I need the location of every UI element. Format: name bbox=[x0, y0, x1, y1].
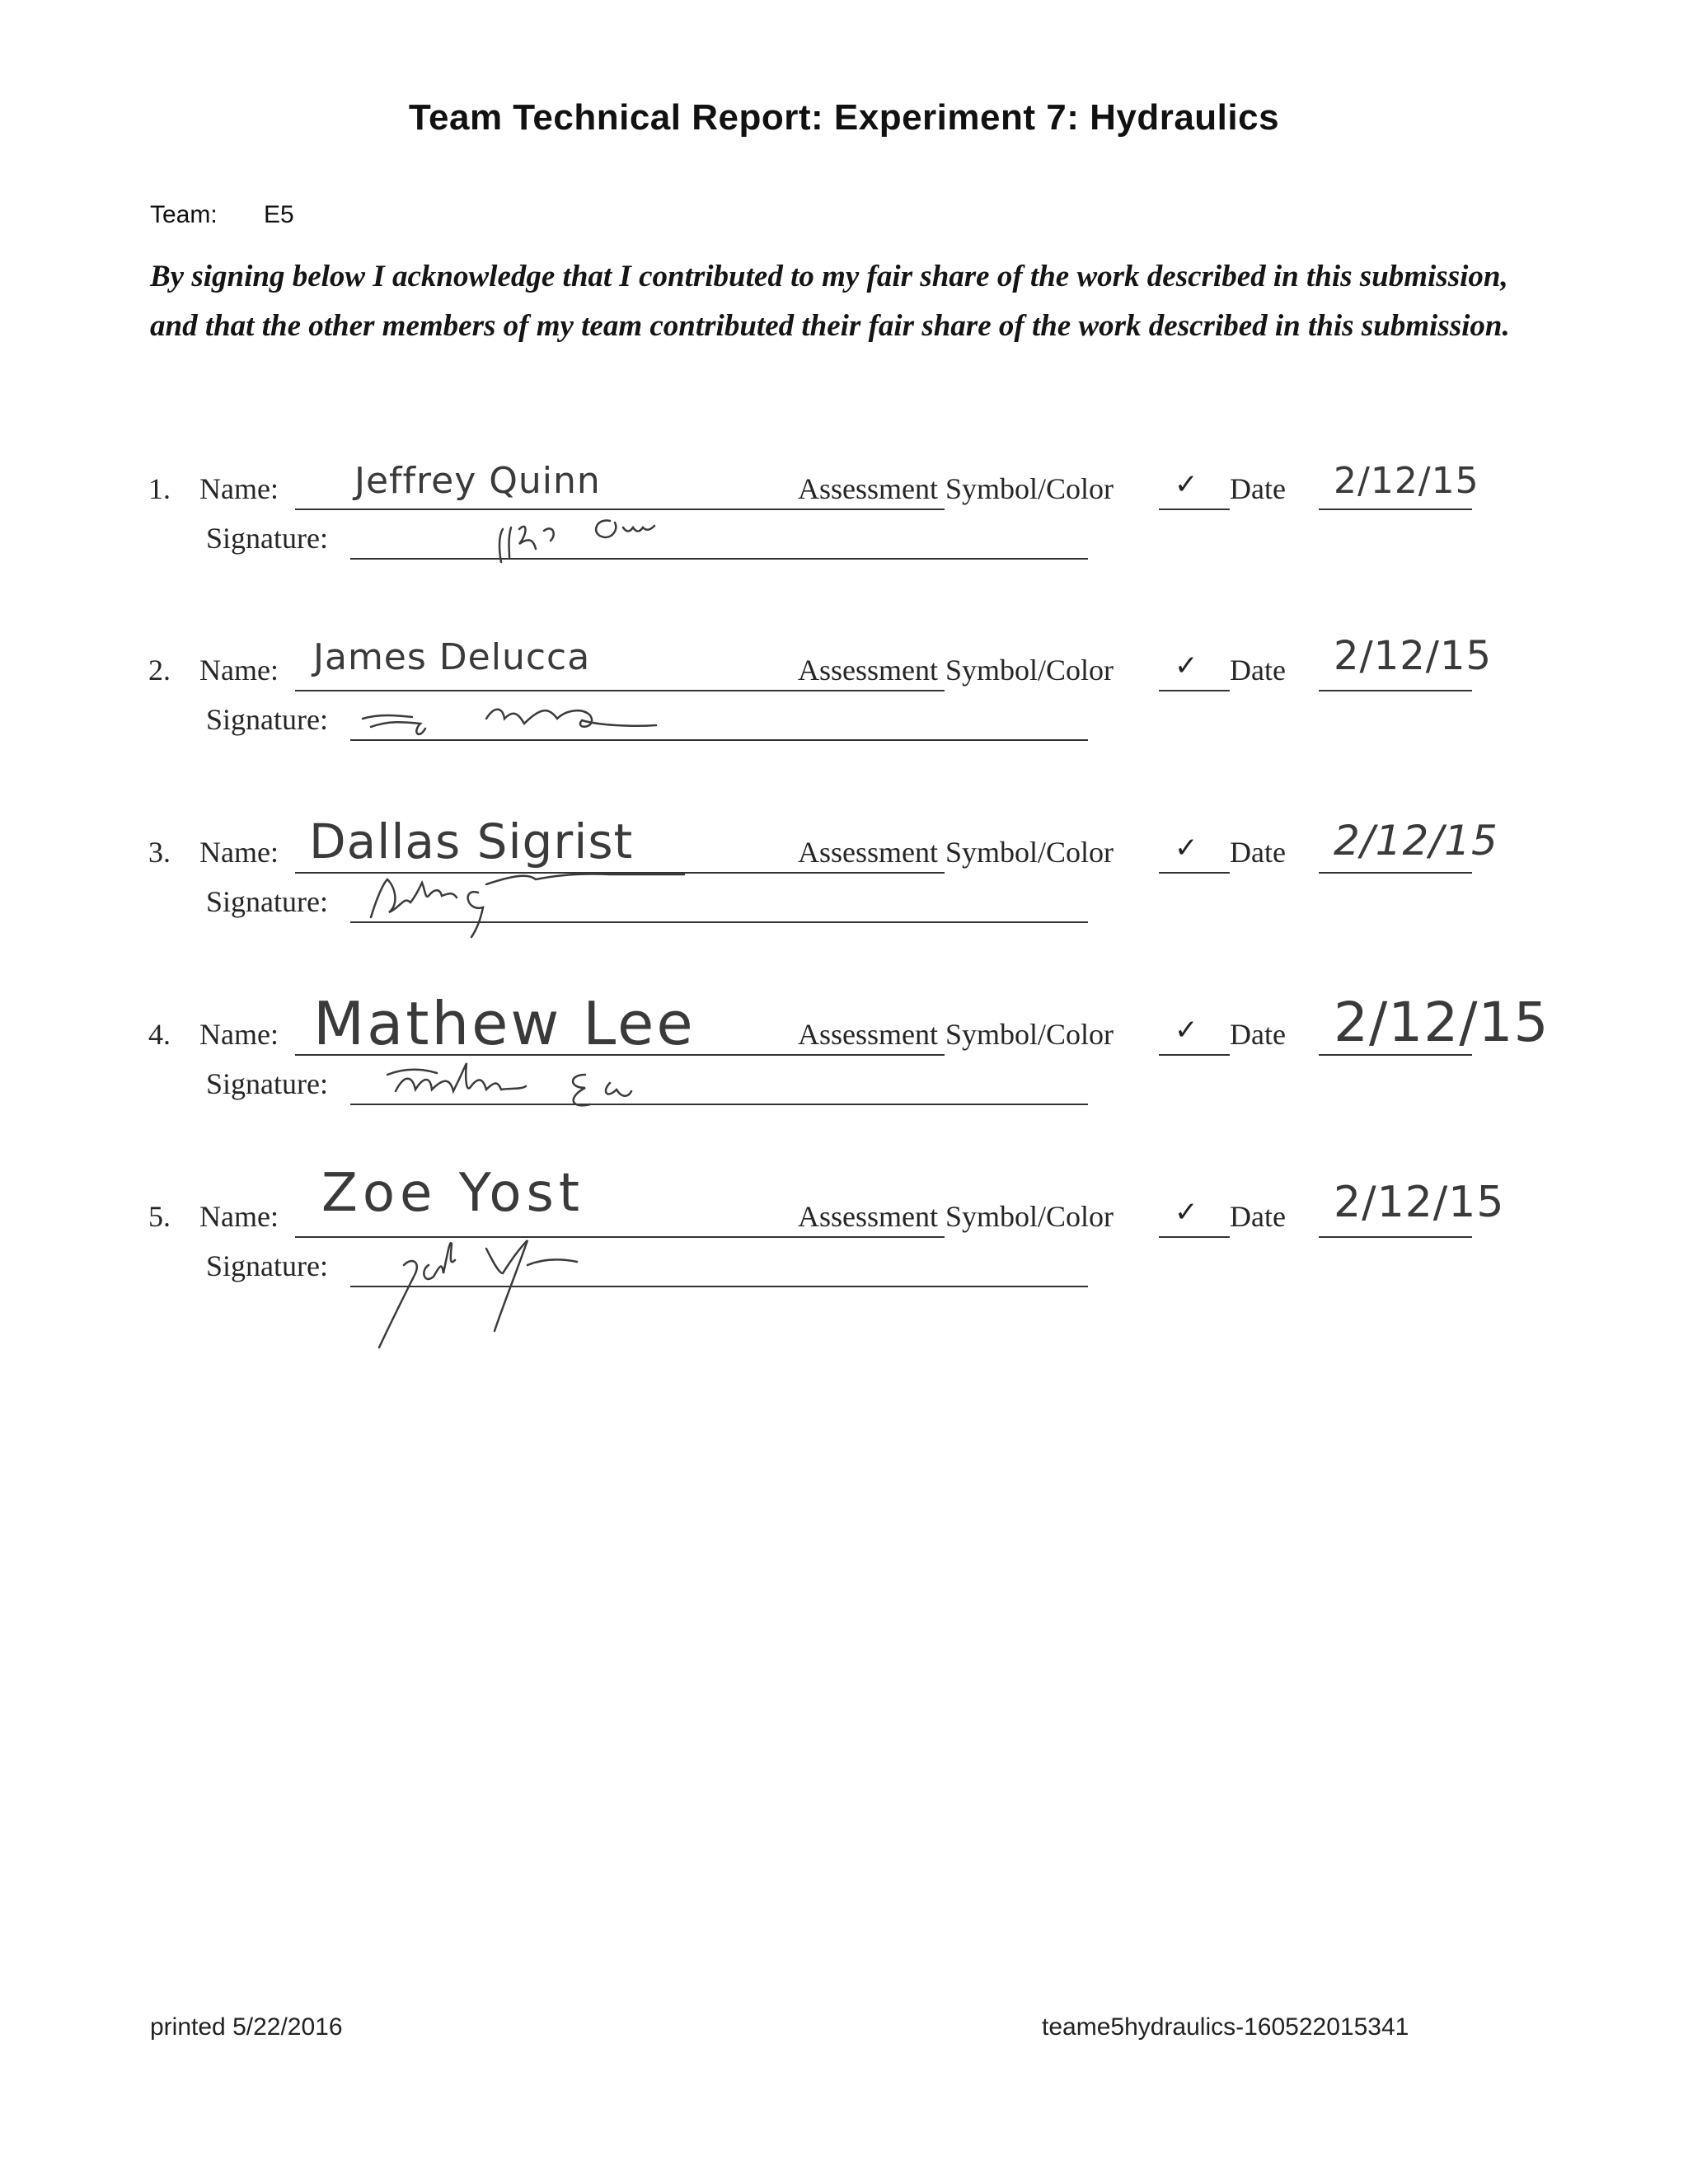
signature-entry bbox=[148, 813, 1500, 967]
signature-label: Signature: bbox=[206, 885, 328, 918]
check-mark-icon: ✓ bbox=[1175, 832, 1198, 865]
signature-entry bbox=[148, 1163, 1505, 1331]
assessment-line bbox=[1159, 509, 1230, 510]
date-label: Date bbox=[1230, 836, 1286, 869]
handwritten-name: Mathew Lee bbox=[313, 989, 696, 1058]
signature-label: Signature: bbox=[206, 1249, 328, 1282]
signature-scribble bbox=[363, 686, 857, 752]
date-label: Date bbox=[1230, 1018, 1286, 1051]
entry-number: 1. bbox=[148, 472, 171, 505]
name-label: Name: bbox=[199, 836, 279, 869]
team-value: E5 bbox=[264, 201, 294, 228]
assessment-label: Assessment Symbol/Color bbox=[798, 654, 1114, 687]
handwritten-date: 2/12/15 bbox=[1334, 633, 1493, 679]
handwritten-date: 2/12/15 bbox=[1334, 817, 1498, 865]
document-id: teame5hydraulics-160522015341 bbox=[1042, 2013, 1409, 2041]
date-label: Date bbox=[1230, 472, 1286, 505]
name-label: Name: bbox=[199, 654, 279, 687]
check-mark-icon: ✓ bbox=[1175, 468, 1198, 501]
entry-number: 5. bbox=[148, 1200, 171, 1233]
signature-scribble bbox=[363, 868, 874, 934]
assessment-label: Assessment Symbol/Color bbox=[798, 836, 1114, 869]
date-line bbox=[1319, 509, 1472, 510]
signature-label: Signature: bbox=[206, 522, 328, 555]
handwritten-date: 2/12/15 bbox=[1334, 460, 1479, 502]
name-label: Name: bbox=[199, 1200, 279, 1233]
date-line bbox=[1319, 1054, 1472, 1056]
entry-number: 3. bbox=[148, 836, 171, 869]
entry-number: 4. bbox=[148, 1018, 171, 1051]
entry-number: 2. bbox=[148, 654, 171, 687]
team-row bbox=[150, 201, 294, 229]
assessment-line bbox=[1159, 872, 1230, 874]
date-line bbox=[1319, 690, 1472, 691]
assessment-line bbox=[1159, 1054, 1230, 1056]
document-title: Team Technical Report: Experiment 7: Hydraulics bbox=[408, 97, 1280, 138]
team-label: Team: bbox=[150, 201, 218, 228]
signature-label: Signature: bbox=[206, 1067, 328, 1100]
signature-entry bbox=[148, 460, 1500, 603]
signature-scribble bbox=[363, 1050, 808, 1124]
date-label: Date bbox=[1230, 654, 1286, 687]
date-line bbox=[1319, 872, 1472, 874]
handwritten-date: 2/12/15 bbox=[1334, 1178, 1505, 1227]
signature-entry bbox=[148, 989, 1550, 1149]
handwritten-name: Zoe Yost bbox=[321, 1163, 584, 1224]
date-label: Date bbox=[1230, 1200, 1286, 1233]
signature-scribble bbox=[363, 504, 659, 570]
signature-entry bbox=[148, 633, 1500, 785]
handwritten-date: 2/12/15 bbox=[1334, 991, 1550, 1054]
handwritten-name: Jeffrey Quinn bbox=[354, 460, 601, 502]
assessment-label: Assessment Symbol/Color bbox=[798, 1018, 1114, 1051]
check-mark-icon: ✓ bbox=[1175, 1014, 1198, 1047]
date-line bbox=[1319, 1236, 1472, 1238]
assessment-label: Assessment Symbol/Color bbox=[798, 472, 1114, 505]
acknowledgement-statement: By signing below I acknowledge that I contributed to my fair share of the work described in this submission, and that the other members of my team contributed their fair share of the work described in this submission. bbox=[150, 260, 1510, 343]
check-mark-icon: ✓ bbox=[1175, 1196, 1198, 1229]
name-label: Name: bbox=[199, 1018, 279, 1051]
handwritten-name: Dallas Sigrist bbox=[309, 813, 634, 869]
check-mark-icon: ✓ bbox=[1175, 649, 1198, 682]
signature-scribble bbox=[363, 1232, 742, 1356]
printed-date: printed 5/22/2016 bbox=[150, 2013, 343, 2041]
name-label: Name: bbox=[199, 472, 279, 505]
assessment-line bbox=[1159, 690, 1230, 691]
signature-label: Signature: bbox=[206, 703, 328, 736]
handwritten-name: James Delucca bbox=[313, 636, 591, 678]
assessment-line bbox=[1159, 1236, 1230, 1238]
assessment-label: Assessment Symbol/Color bbox=[798, 1200, 1114, 1233]
